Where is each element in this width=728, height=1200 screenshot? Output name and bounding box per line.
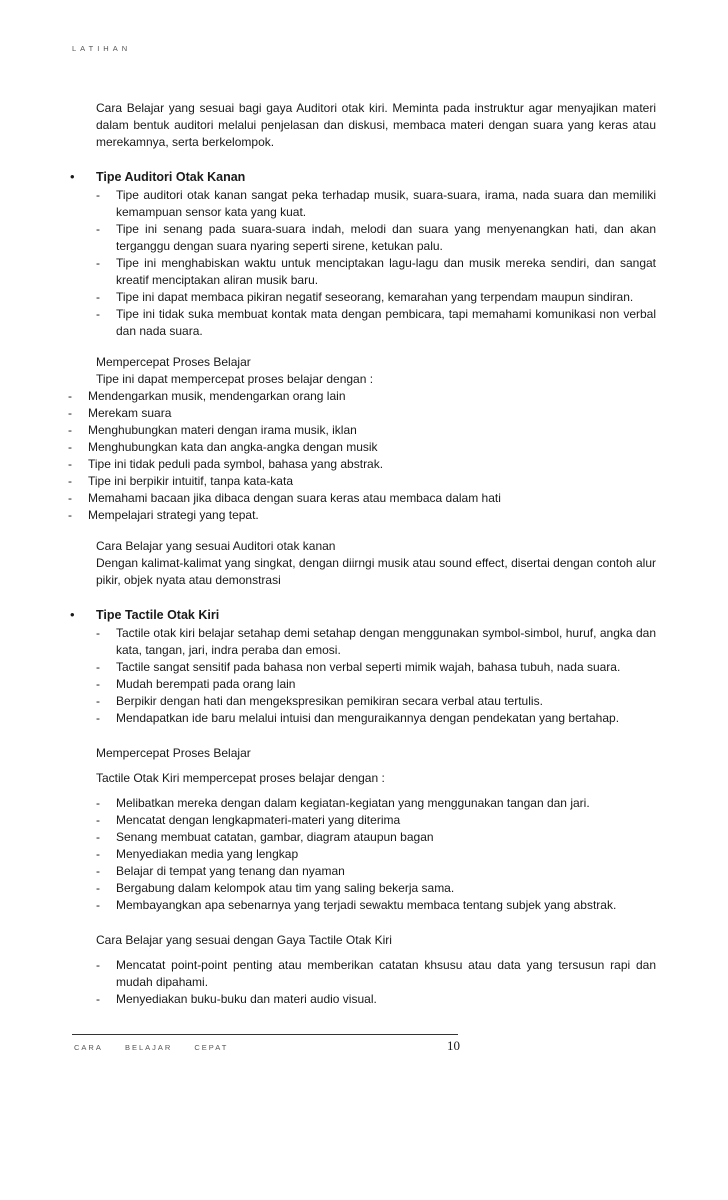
subheading: Cara Belajar yang sesuai Auditori otak kanan (96, 539, 336, 553)
method-list (68, 957, 656, 1008)
list-item: - Mencatat point-point penting atau memberikan catatan khsusu atau data yang tersusun rapi dan mudah dipahami. (96, 958, 656, 989)
list-item: - Mempelajari strategi yang tepat. (68, 508, 259, 522)
running-footer (74, 1043, 246, 1052)
footer-word: BELAJAR (124, 1043, 173, 1052)
trait-list (68, 625, 656, 727)
paragraph: Tipe ini dapat mempercepat proses belajar dengan : (96, 372, 374, 386)
list-item: - Mudah berempati pada orang lain (96, 677, 296, 691)
list-item: - Tipe auditori otak kanan sangat peka terhadap musik, suara-suara, irama, nada suara dan memiliki kemampuan sensor kata yang kuat. (96, 188, 656, 219)
list-item: - Membayangkan apa sebenarnya yang terjadi sewaktu membaca tentang subjek yang abstrak. (96, 898, 617, 912)
list-item: - Mendapatkan ide baru melalui intuisi dan menguraikannya dengan pendekatan yang bertahap. (96, 711, 620, 725)
list-item: - Menghubungkan materi dengan irama musik, iklan (68, 423, 357, 437)
list-item: - Tactile sangat sensitif pada bahasa non verbal seperti mimik wajah, bahasa tubuh, nada suara. (96, 660, 621, 674)
list-item: - Tipe ini dapat membaca pikiran negatif seseorang, kemarahan yang terpendam maupun sindiran. (96, 290, 634, 304)
trait-list (68, 187, 656, 340)
list-item: - Berpikir dengan hati dan mengekspresikan pemikiran secara verbal atau tertulis. (96, 694, 543, 708)
list-item: - Melibatkan mereka dengan dalam kegiatan-kegiatan yang menggunakan tangan dan jari. (96, 796, 590, 810)
running-header: LATIHAN (72, 44, 132, 53)
list-item: - Menyediakan buku-buku dan materi audio visual. (96, 992, 377, 1006)
speed-list (68, 795, 656, 914)
footer-word: CARA (74, 1043, 103, 1052)
footer-word: CEPAT (194, 1043, 229, 1052)
section-heading: • Tipe Auditori Otak Kanan (70, 169, 246, 184)
list-item: - Tipe ini tidak suka membuat kontak mata dengan pembicara, tapi memahami komunikasi non verbal dan nada suara. (96, 307, 656, 338)
list-item: - Memahami bacaan jika dibaca dengan suara keras atau membaca dalam hati (68, 491, 501, 505)
list-item: - Menyediakan media yang lengkap (96, 847, 299, 861)
list-item: - Menghubungkan kata dan angka-angka dengan musik (68, 440, 378, 454)
list-item: - Mendengarkan musik, mendengarkan orang lain (68, 389, 346, 403)
page-body (68, 100, 656, 1008)
list-item: - Tipe ini senang pada suara-suara indah, melodi dan suara yang menyenangkan hati, dan akan terganggu dengan suara nyaring seperti sirene, ketukan palu. (96, 222, 656, 253)
list-item: - Mencatat dengan lengkapmateri-materi yang diterima (96, 813, 401, 827)
speed-list (40, 388, 656, 524)
subheading: Mempercepat Proses Belajar (96, 746, 251, 760)
paragraph: Tactile Otak Kiri mempercepat proses belajar dengan : (96, 771, 385, 785)
bullet-icon: • (70, 169, 75, 184)
list-item: - Bergabung dalam kelompok atau tim yang saling bekerja sama. (96, 881, 455, 895)
list-item: - Tactile otak kiri belajar setahap demi setahap dengan menggunakan symbol-simbol, huruf, angka dan kata, tangan, jari, indra peraba dan emosi. (96, 626, 656, 657)
footer-divider (72, 1034, 458, 1035)
bullet-icon: • (70, 607, 75, 622)
list-item: - Merekam suara (68, 406, 172, 420)
list-item: - Tipe ini berpikir intuitif, tanpa kata-kata (68, 474, 293, 488)
subheading: Cara Belajar yang sesuai dengan Gaya Tactile Otak Kiri (96, 933, 392, 947)
list-item: - Senang membuat catatan, gambar, diagram ataupun bagan (96, 830, 434, 844)
list-item: - Tipe ini menghabiskan waktu untuk menciptakan lagu-lagu dan musik mereka sendiri, dan sangat kreatif menciptakan aliran musik baru. (96, 256, 656, 287)
page-number: 10 (447, 1038, 460, 1053)
paragraph: Dengan kalimat-kalimat yang singkat, dengan diirngi musik atau sound effect, disertai dengan contoh alur pikir, objek nyata atau demonstrasi (96, 556, 656, 587)
section-heading: • Tipe Tactile Otak Kiri (70, 607, 220, 622)
list-item: - Belajar di tempat yang tenang dan nyaman (96, 864, 345, 878)
intro-paragraph: Cara Belajar yang sesuai bagi gaya Auditori otak kiri. Meminta pada instruktur agar menyajikan materi dalam bentuk auditori melalui penjelasan dan diskusi, membaca materi dengan suara yang keras atau merekamnya, serta berkelompok. (96, 101, 656, 149)
list-item: - Tipe ini tidak peduli pada symbol, bahasa yang abstrak. (68, 457, 384, 471)
subheading: Mempercepat Proses Belajar (96, 355, 251, 369)
